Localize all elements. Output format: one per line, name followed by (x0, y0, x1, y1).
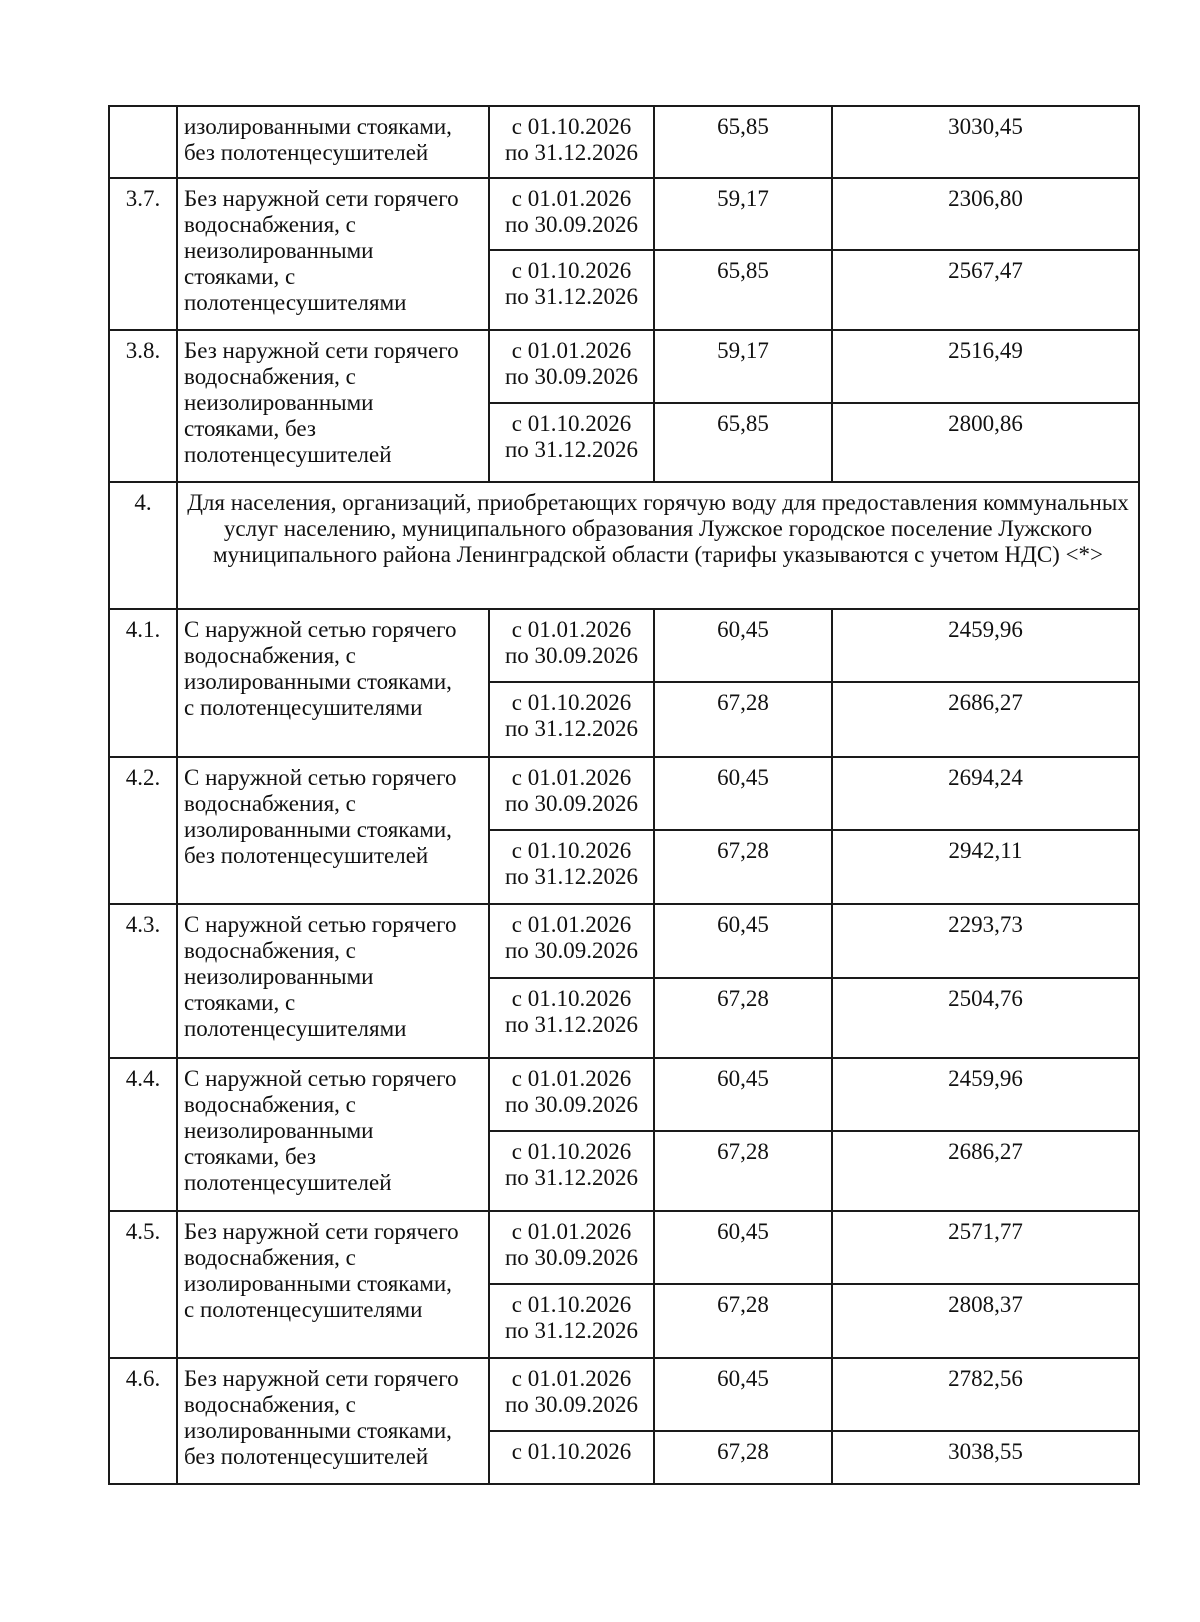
row-description: С наружной сетью горячего водоснабжения, с неизолированными стояками, с полотенцесушителями (177, 904, 489, 1058)
price-value: 2516,49 (832, 330, 1139, 403)
price-value: 3030,45 (832, 106, 1139, 178)
row-number: 4.5. (109, 1211, 177, 1358)
component-value: 59,17 (654, 178, 832, 250)
row-description: С наружной сетью горячего водоснабжения, с изолированными стояками, без полотенцесушителей (177, 757, 489, 904)
row-description: Без наружной сети горячего водоснабжения, с изолированными стояками, без полотенцесушителей (177, 1358, 489, 1484)
section-number: 4. (109, 482, 177, 609)
row-number: 4.4. (109, 1058, 177, 1211)
period-cell: с 01.01.2026 по 30.09.2026 (489, 757, 654, 830)
table-row (109, 757, 1139, 830)
period-cell: с 01.01.2026 по 30.09.2026 (489, 1211, 654, 1284)
component-value: 60,45 (654, 1211, 832, 1284)
section-title: Для населения, организаций, приобретающих горячую воду для предоставления коммунальных услуг населению, муниципального образования Лужское городское поселение Лужского муниципального района Ленинградской области (тарифы указываются с учетом НДС) <*> (177, 482, 1139, 609)
row-description: С наружной сетью горячего водоснабжения, с неизолированными стояками, без полотенцесушителей (177, 1058, 489, 1211)
component-value: 67,28 (654, 978, 832, 1058)
table-row (109, 330, 1139, 403)
row-description: изолированными стояками, без полотенцесушителей (177, 106, 489, 178)
component-value: 59,17 (654, 330, 832, 403)
period-cell: с 01.10.2026 по 31.12.2026 (489, 682, 654, 757)
row-number: 3.8. (109, 330, 177, 482)
component-value: 67,28 (654, 1431, 832, 1484)
section-row (109, 482, 1139, 609)
row-number (109, 106, 177, 178)
row-description: С наружной сетью горячего водоснабжения, с изолированными стояками, с полотенцесушителями (177, 609, 489, 757)
period-cell: с 01.10.2026 по 31.12.2026 (489, 830, 654, 904)
price-value: 2459,96 (832, 1058, 1139, 1131)
component-value: 67,28 (654, 1131, 832, 1211)
price-value: 2293,73 (832, 904, 1139, 978)
component-value: 60,45 (654, 757, 832, 830)
price-value: 2782,56 (832, 1358, 1139, 1431)
price-value: 2567,47 (832, 250, 1139, 330)
table-row (109, 609, 1139, 682)
table-row (109, 1358, 1139, 1431)
component-value: 67,28 (654, 830, 832, 904)
price-value: 2808,37 (832, 1284, 1139, 1358)
price-value: 2686,27 (832, 682, 1139, 757)
component-value: 60,45 (654, 609, 832, 682)
price-value: 2694,24 (832, 757, 1139, 830)
price-value: 2306,80 (832, 178, 1139, 250)
period-cell: с 01.01.2026 по 30.09.2026 (489, 330, 654, 403)
table-row (109, 904, 1139, 978)
period-cell: с 01.01.2026 по 30.09.2026 (489, 904, 654, 978)
period-cell: с 01.10.2026 (489, 1431, 654, 1484)
row-number: 3.7. (109, 178, 177, 330)
table-row (109, 1211, 1139, 1284)
component-value: 65,85 (654, 403, 832, 482)
table-row (109, 106, 1139, 178)
period-cell: с 01.10.2026 по 31.12.2026 (489, 1284, 654, 1358)
period-cell: с 01.01.2026 по 30.09.2026 (489, 178, 654, 250)
price-value: 2504,76 (832, 978, 1139, 1058)
period-cell: с 01.10.2026 по 31.12.2026 (489, 978, 654, 1058)
tariff-table (108, 105, 1140, 1485)
period-cell: с 01.01.2026 по 30.09.2026 (489, 609, 654, 682)
component-value: 60,45 (654, 904, 832, 978)
row-number: 4.3. (109, 904, 177, 1058)
row-description: Без наружной сети горячего водоснабжения, с неизолированными стояками, без полотенцесушителей (177, 330, 489, 482)
component-value: 67,28 (654, 1284, 832, 1358)
component-value: 65,85 (654, 250, 832, 330)
period-cell: с 01.01.2026 по 30.09.2026 (489, 1058, 654, 1131)
component-value: 60,45 (654, 1058, 832, 1131)
table-row (109, 1058, 1139, 1131)
row-description: Без наружной сети горячего водоснабжения, с изолированными стояками, с полотенцесушителями (177, 1211, 489, 1358)
period-cell: с 01.10.2026 по 31.12.2026 (489, 250, 654, 330)
price-value: 2459,96 (832, 609, 1139, 682)
component-value: 65,85 (654, 106, 832, 178)
period-cell: с 01.10.2026 по 31.12.2026 (489, 1131, 654, 1211)
row-number: 4.6. (109, 1358, 177, 1484)
row-description: Без наружной сети горячего водоснабжения, с неизолированными стояками, с полотенцесушителями (177, 178, 489, 330)
row-number: 4.1. (109, 609, 177, 757)
price-value: 2571,77 (832, 1211, 1139, 1284)
table-row (109, 178, 1139, 250)
row-number: 4.2. (109, 757, 177, 904)
period-cell: с 01.01.2026 по 30.09.2026 (489, 1358, 654, 1431)
component-value: 67,28 (654, 682, 832, 757)
price-value: 3038,55 (832, 1431, 1139, 1484)
price-value: 2800,86 (832, 403, 1139, 482)
component-value: 60,45 (654, 1358, 832, 1431)
period-cell: с 01.10.2026 по 31.12.2026 (489, 106, 654, 178)
period-cell: с 01.10.2026 по 31.12.2026 (489, 403, 654, 482)
price-value: 2686,27 (832, 1131, 1139, 1211)
price-value: 2942,11 (832, 830, 1139, 904)
